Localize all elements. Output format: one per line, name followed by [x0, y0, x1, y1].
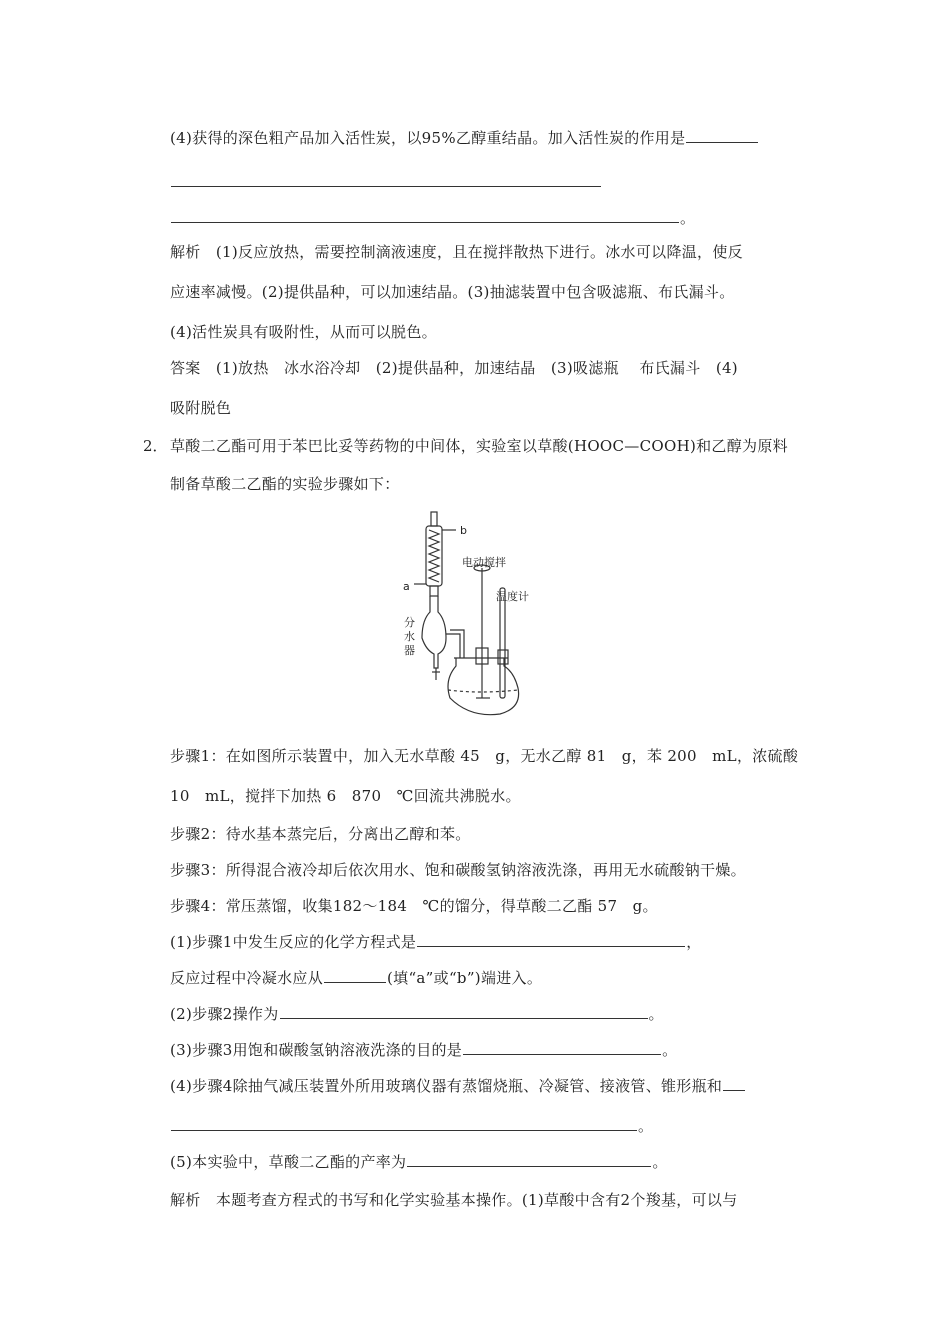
label-b: b	[460, 524, 467, 537]
label-separator-3: 器	[404, 644, 415, 657]
q1-part4-question: (4)获得的深色粗产品加入活性炭，以95%乙醇重结晶。加入活性炭的作用是	[170, 129, 686, 147]
part5-text: (5)本实验中，草酸二乙酯的产率为	[170, 1153, 407, 1171]
part4-question	[170, 1076, 746, 1096]
answer-blank	[463, 1040, 661, 1055]
step1-line2: 10 mL，搅拌下加热 6 870 ℃回流共沸脱水。	[170, 787, 521, 805]
end-mark: 。	[648, 1005, 664, 1023]
question-number: 2．	[143, 437, 168, 455]
part1-condenser-text: 反应过程中冷凝水应从	[170, 969, 324, 987]
step2-line: 步骤2：待水基本蒸完后，分离出乙醇和苯。	[170, 825, 471, 843]
part4-blank-line	[170, 1116, 653, 1136]
label-separator-2: 水	[404, 630, 415, 643]
part1-condenser-question	[170, 968, 542, 988]
q2-intro-line2: 制备草酸二乙酯的实验步骤如下：	[170, 475, 400, 493]
label-separator-1: 分	[404, 616, 415, 629]
step4-line: 步骤4：常压蒸馏，收集182～184 ℃的馏分，得草酸二乙酯 57 g。	[170, 897, 658, 915]
q2-intro-line1: 草酸二乙酯可用于苯巴比妥等药物的中间体，实验室以草酸(HOOC—COOH)和乙醇为原料	[170, 437, 788, 455]
q1-analysis-line2: 应速率减慢。(2)提供晶种，可以加速结晶。(3)抽滤装置中包含吸滤瓶、布氏漏斗。	[170, 283, 735, 301]
answer-blank	[686, 128, 758, 143]
part4-text: (4)步骤4除抽气减压装置外所用玻璃仪器有蒸馏烧瓶、冷凝管、接液管、锥形瓶和	[170, 1077, 723, 1095]
q1-part4-blank-line-end	[170, 208, 695, 228]
step1-line1: 步骤1：在如图所示装置中，加入无水草酸 45 g，无水乙醇 81 g，苯 200 mL，浓硫酸	[170, 747, 799, 765]
q1-part4-line	[170, 128, 759, 148]
part1-text: (1)步骤1中发生反应的化学方程式是	[170, 933, 417, 951]
answer-blank	[407, 1152, 651, 1167]
q1-answer-line2: 吸附脱色	[170, 399, 232, 417]
answer-blank	[171, 208, 679, 223]
end-mark: ，	[686, 933, 702, 951]
end-mark: 。	[638, 1117, 654, 1135]
label-a: a	[403, 580, 410, 593]
q1-part4-blank-line	[170, 172, 602, 192]
end-mark: 。	[662, 1041, 678, 1059]
q2-analysis-line: 解析 本题考查方程式的书写和化学实验基本操作。(1)草酸中含有2个羧基，可以与	[170, 1191, 738, 1209]
answer-blank	[171, 172, 601, 187]
step3-line: 步骤3：所得混合液冷却后依次用水、饱和碳酸氢钠溶液洗涤，再用无水硫酸钠干燥。	[170, 861, 746, 879]
end-mark: 。	[680, 209, 696, 227]
part3-text: (3)步骤3用饱和碳酸氢钠溶液洗涤的目的是	[170, 1041, 463, 1059]
part5-question	[170, 1152, 668, 1172]
q1-answer-line1: 答案 (1)放热 冰水浴冷却 (2)提供晶种，加速结晶 (3)吸滤瓶 布氏漏斗 (4)	[170, 359, 738, 377]
label-thermometer: 温度计	[496, 590, 529, 603]
answer-blank	[171, 1116, 637, 1131]
end-mark: 。	[652, 1153, 668, 1171]
answer-blank	[280, 1004, 648, 1019]
part2-text: (2)步骤2操作为	[170, 1005, 279, 1023]
apparatus-diagram	[400, 508, 550, 720]
answer-blank	[324, 968, 386, 983]
part3-question	[170, 1040, 677, 1060]
answer-blank	[723, 1076, 745, 1091]
part1-question	[170, 932, 702, 952]
answer-blank	[417, 932, 685, 947]
q1-analysis-line1: 解析 (1)反应放热，需要控制滴液速度，且在搅拌散热下进行。冰水可以降温，使反	[170, 243, 743, 261]
part1-condenser-hint: (填“a”或“b”)端进入。	[387, 969, 543, 987]
label-stirrer: 电动搅拌	[462, 556, 506, 569]
q1-analysis-line3: (4)活性炭具有吸附性，从而可以脱色。	[170, 323, 437, 341]
part2-question	[170, 1004, 664, 1024]
apparatus-figure	[400, 508, 550, 720]
